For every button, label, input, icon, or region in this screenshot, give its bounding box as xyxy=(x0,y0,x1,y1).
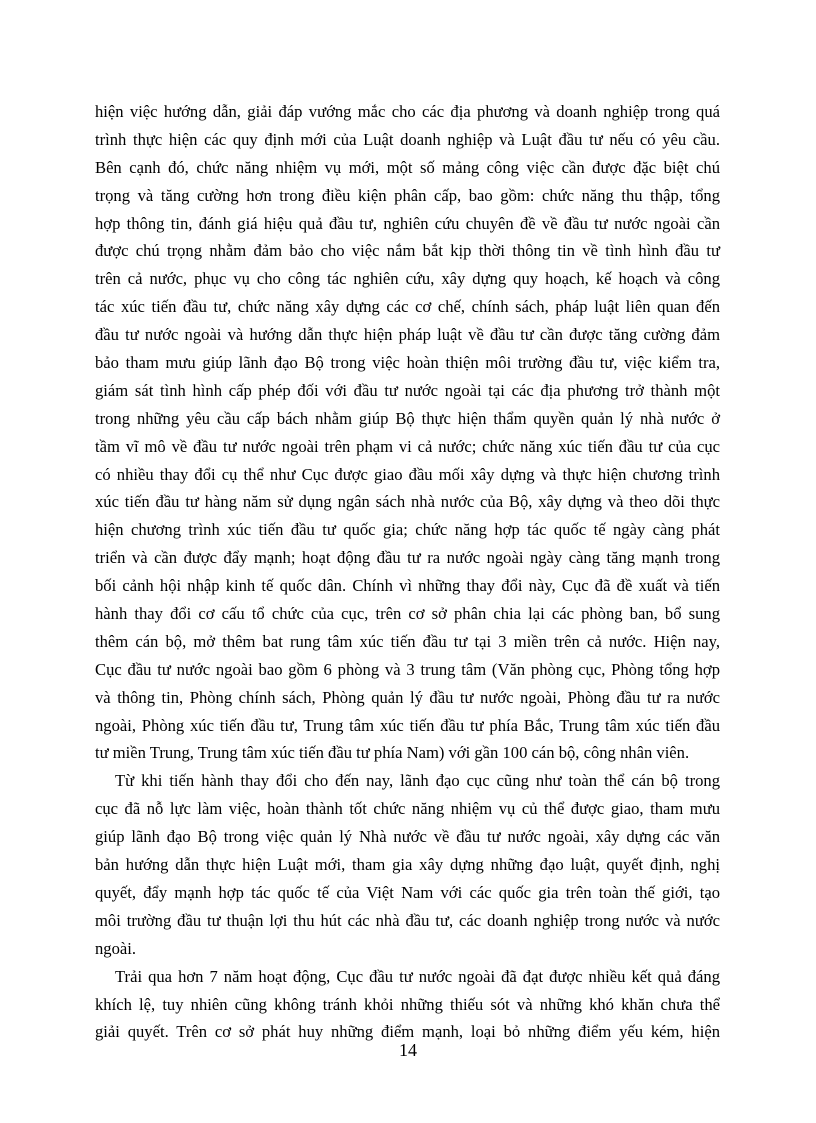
document-body xyxy=(95,98,720,1046)
text-line: trình thực hiện các quy định mới của Luật doanh nghiệp và Luật đầu tư nếu có yêu cầu. xyxy=(95,129,720,149)
text-line: tác xúc tiến đầu tư, chức năng xây dựng các cơ chế, chính sách, pháp luật liên quan đến xyxy=(95,297,720,317)
text-line: trên cả nước, phục vụ cho công tác nghiên cứu, xây dựng quy hoạch, kế hoạch và công xyxy=(95,269,720,289)
text-line: giúp lãnh đạo Bộ trong việc quản lý Nhà nước về đầu tư nước ngoài, xây dựng các văn xyxy=(95,827,720,847)
text-line: thêm cán bộ, mở thêm bat rung tâm xúc tiến đầu tư tại 3 miền trên cả nước. Hiện nay, xyxy=(95,631,720,651)
text-line: bối cảnh hội nhập kinh tế quốc dân. Chính vì những thay đổi này, Cục đã đề xuất và tiến xyxy=(95,576,720,596)
text-line: đầu tư nước ngoài và hướng dẫn thực hiện pháp luật về đầu tư cần được tăng cường đảm xyxy=(95,325,720,345)
text-line: hiện chương trình xúc tiến đầu tư quốc gia; chức năng hợp tác quốc tế ngày càng phát xyxy=(95,520,720,540)
text-line: ngoài. xyxy=(95,938,137,958)
page-number: 14 xyxy=(399,1040,417,1060)
text-line: Bên cạnh đó, chức năng nhiệm vụ mới, một số mảng công việc cần được đặc biệt chú xyxy=(95,157,720,177)
text-line: tầm vĩ mô về đầu tư nước ngoài trên phạm vi cả nước; chức năng xúc tiến đầu tư của cục xyxy=(95,436,720,456)
text-line: trong những yêu cầu cấp bách nhằm giúp Bộ thực hiện thẩm quyền quản lý nhà nước ở xyxy=(95,408,720,428)
text-line: xúc tiến đầu tư hàng năm sử dụng ngân sách nhà nước của Bộ, xây dựng và theo dõi thực xyxy=(95,492,720,512)
paragraph xyxy=(95,767,720,962)
text-line: tư miền Trung, Trung tâm xúc tiến đầu tư phía Nam) với gần 100 cán bộ, công nhân viên. xyxy=(95,743,690,763)
text-line: môi trường đầu tư thuận lợi thu hút các nhà đầu tư, các doanh nghiệp trong nước và nước xyxy=(95,910,720,930)
text-line: giám sát tình hình cấp phép đối với đầu tư nước ngoài tại các địa phương trở thành một xyxy=(95,380,720,400)
text-line: bảo tham mưu giúp lãnh đạo Bộ trong việc hoàn thiện môi trường đầu tư, việc kiểm tra, xyxy=(95,353,720,373)
text-line: Cục đầu tư nước ngoài bao gồm 6 phòng và 3 trung tâm (Văn phòng cục, Phòng tổng hợp xyxy=(95,659,720,679)
text-line: Từ khi tiến hành thay đổi cho đến nay, lãnh đạo cục cũng như toàn thể cán bộ trong xyxy=(115,771,720,791)
text-line: cục đã nỗ lực làm việc, hoàn thành tốt chức năng nhiệm vụ củ thể được giao, tham mưu xyxy=(95,799,720,819)
text-line: bản hướng dẫn thực hiện Luật mới, tham gia xây dựng những đạo luật, quyết định, nghị xyxy=(95,855,720,875)
text-line: Trải qua hơn 7 năm hoạt động, Cục đầu tư nước ngoài đã đạt được nhiều kết quả đáng xyxy=(115,966,720,986)
paragraph xyxy=(95,963,720,1047)
text-line: trọng và tăng cường hơn trong điều kiện phân cấp, bao gồm: chức năng thu thập, tổng xyxy=(95,185,720,205)
text-line: được chú trọng nhằm đảm bảo cho việc nắm bắt kịp thời thông tin về tình hình đầu tư xyxy=(95,241,720,261)
text-line: triển và cần được đẩy mạnh; hoạt động đầu tư ra nước ngoài ngày càng tăng mạnh trong xyxy=(95,548,720,568)
paragraph xyxy=(95,98,720,767)
text-line: hành thay đổi cơ cấu tổ chức của cục, trên cơ sở phân chia lại các phòng ban, bổ sung xyxy=(95,604,720,624)
text-line: giải quyết. Trên cơ sở phát huy những điểm mạnh, loại bỏ những điểm yếu kém, hiện xyxy=(95,1022,720,1042)
text-line: ngoài, Phòng xúc tiến đầu tư, Trung tâm xúc tiến đầu tư phía Bắc, Trung tâm xúc tiến đầu xyxy=(95,715,720,735)
text-line: và thông tin, Phòng chính sách, Phòng quản lý đầu tư nước ngoài, Phòng đầu tư ra nước xyxy=(95,687,720,707)
text-line: có nhiều thay đổi cụ thể như Cục được giao đầu mối xây dựng và thực hiện chương trình xyxy=(95,464,720,484)
text-line: hiện việc hướng dẫn, giải đáp vướng mắc cho các địa phương và doanh nghiệp trong quá xyxy=(95,102,720,121)
text-line: khích lệ, tuy nhiên cũng không tránh khỏi những thiếu sót và những khó khăn chưa thể xyxy=(95,994,720,1014)
text-line: hợp thông tin, đánh giá hiệu quả đầu tư, nghiên cứu chuyên đề về đầu tư nước ngoài cần xyxy=(95,213,720,233)
text-line: quyết, đẩy mạnh hợp tác quốc tế của Việt Nam với các quốc gia trên toàn thế giới, tạo xyxy=(95,882,720,902)
